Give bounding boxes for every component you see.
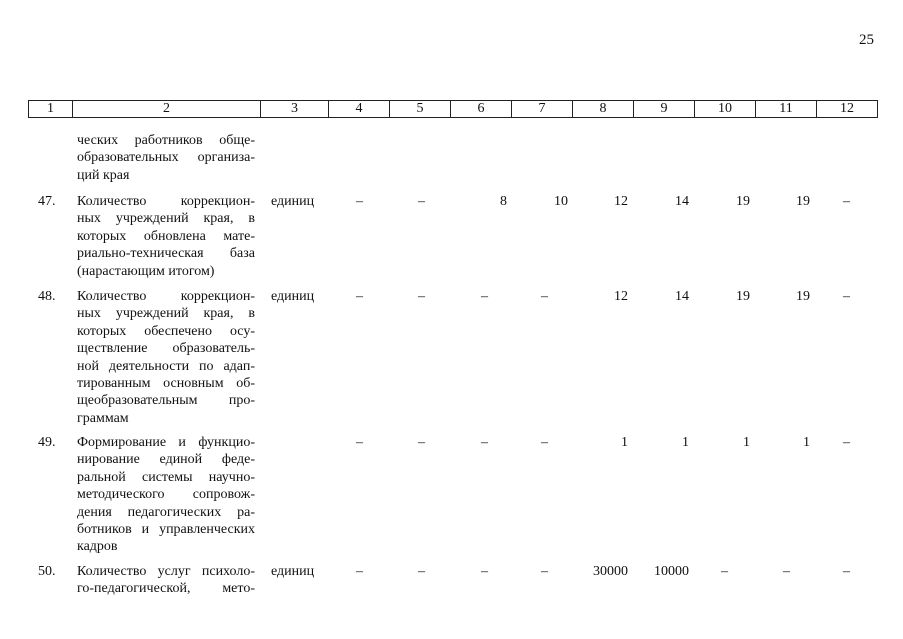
row-description xyxy=(77,288,255,427)
column-header-2: 2 xyxy=(73,101,261,118)
description-line: ной деятельности по адап- xyxy=(77,358,255,374)
continued-description xyxy=(77,132,255,184)
column-header-9: 9 xyxy=(634,101,695,118)
value-col-4: – xyxy=(356,289,363,304)
description-line: Количество услуг психоло- xyxy=(77,564,255,579)
row-unit: единиц xyxy=(271,194,315,209)
description-line: нирование единой феде- xyxy=(77,452,255,468)
value-col-10: – xyxy=(721,564,728,579)
description-line: кадров xyxy=(77,539,118,555)
value-col-12: – xyxy=(843,289,850,304)
value-col-10: 19 xyxy=(736,289,750,304)
column-header-1: 1 xyxy=(29,101,73,118)
value-col-6: 8 xyxy=(500,194,507,209)
description-line: ществление образователь- xyxy=(77,341,255,357)
value-col-5: – xyxy=(418,289,425,304)
column-header-11: 11 xyxy=(756,101,817,118)
description-line: (нарастающим итогом) xyxy=(77,263,215,279)
value-col-7: – xyxy=(541,564,548,579)
value-col-8: 12 xyxy=(614,289,628,304)
value-col-4: – xyxy=(356,564,363,579)
value-col-9: 14 xyxy=(675,194,689,209)
column-header-3: 3 xyxy=(261,101,329,118)
value-col-11: 19 xyxy=(796,289,810,304)
column-number-header xyxy=(28,100,878,118)
row-unit: единиц xyxy=(271,289,315,304)
description-line: ботников и управленческих xyxy=(77,522,255,538)
column-header-6: 6 xyxy=(451,101,512,118)
value-col-12: – xyxy=(843,435,850,450)
column-header-5: 5 xyxy=(390,101,451,118)
description-line: тированным основным об- xyxy=(77,376,255,392)
value-col-9: 10000 xyxy=(654,564,689,579)
row-unit: единиц xyxy=(271,564,315,579)
description-line: граммам xyxy=(77,410,129,426)
value-col-8: 12 xyxy=(614,194,628,209)
value-col-8: 30000 xyxy=(593,564,628,579)
row-number: 50. xyxy=(38,564,56,579)
value-col-10: 1 xyxy=(743,435,750,450)
value-col-7: – xyxy=(541,289,548,304)
description-line: которых обновлена мате- xyxy=(77,228,255,244)
description-line: ных учреждений края, в xyxy=(77,211,255,227)
description-line: ных учреждений края, в xyxy=(77,306,255,322)
row-description xyxy=(77,434,255,556)
page-number: 25 xyxy=(859,32,874,48)
row-description xyxy=(77,563,255,598)
description-line: ций края xyxy=(77,167,130,183)
description-line: ральной системы научно- xyxy=(77,469,255,485)
value-col-9: 14 xyxy=(675,289,689,304)
description-line: методического сопровож- xyxy=(77,487,255,503)
column-header-12: 12 xyxy=(817,101,878,118)
description-line: щеобразовательным про- xyxy=(77,393,255,409)
description-line: ческих работников обще- xyxy=(77,133,255,148)
value-col-6: – xyxy=(481,564,488,579)
value-col-12: – xyxy=(843,564,850,579)
value-col-4: – xyxy=(356,435,363,450)
column-header-8: 8 xyxy=(573,101,634,118)
description-line: риально-техническая база xyxy=(77,246,255,262)
description-line: дения педагогических ра- xyxy=(77,504,255,520)
column-header-10: 10 xyxy=(695,101,756,118)
value-col-7: – xyxy=(541,435,548,450)
description-line: го-педагогической, мето- xyxy=(77,581,255,597)
value-col-5: – xyxy=(418,435,425,450)
value-col-5: – xyxy=(418,564,425,579)
value-col-6: – xyxy=(481,289,488,304)
description-line: Формирование и функцио- xyxy=(77,435,255,450)
value-col-9: 1 xyxy=(682,435,689,450)
value-col-4: – xyxy=(356,194,363,209)
value-col-10: 19 xyxy=(736,194,750,209)
row-description xyxy=(77,193,255,280)
row-number: 48. xyxy=(38,289,56,304)
value-col-5: – xyxy=(418,194,425,209)
description-line: которых обеспечено осу- xyxy=(77,323,255,339)
row-number: 47. xyxy=(38,194,56,209)
value-col-6: – xyxy=(481,435,488,450)
description-line: образовательных организа- xyxy=(77,150,255,166)
column-header-4: 4 xyxy=(329,101,390,118)
value-col-12: – xyxy=(843,194,850,209)
value-col-11: 19 xyxy=(796,194,810,209)
value-col-7: 10 xyxy=(554,194,568,209)
row-number: 49. xyxy=(38,435,56,450)
description-line: Количество коррекцион- xyxy=(77,194,255,209)
value-col-8: 1 xyxy=(621,435,628,450)
column-header-7: 7 xyxy=(512,101,573,118)
value-col-11: 1 xyxy=(803,435,810,450)
value-col-11: – xyxy=(783,564,790,579)
description-line: Количество коррекцион- xyxy=(77,289,255,304)
